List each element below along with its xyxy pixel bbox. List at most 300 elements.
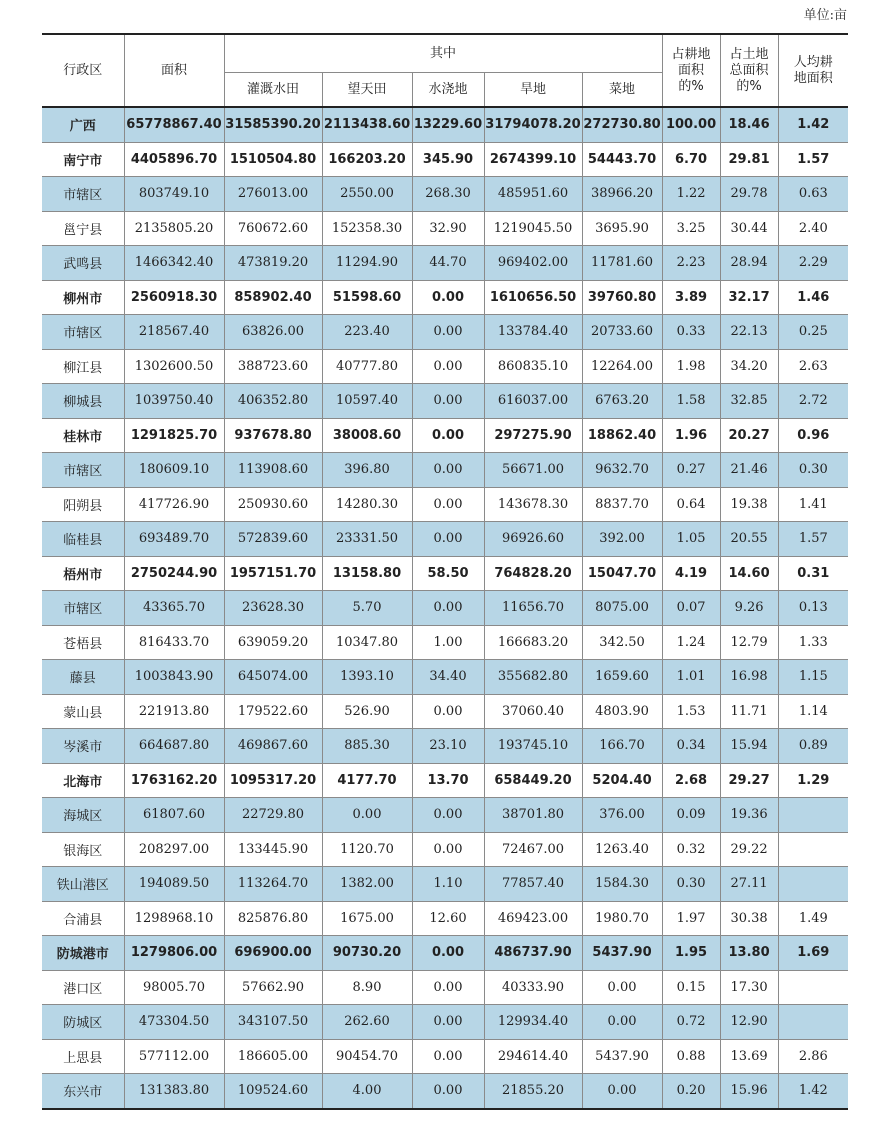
irrigated-paddy-cell: 572839.60	[224, 522, 322, 557]
table-row	[42, 453, 848, 488]
admin-cell: 银海区	[42, 832, 124, 867]
pct-cultivated-cell: 1.97	[662, 901, 720, 936]
admin-cell: 港口区	[42, 970, 124, 1005]
vegetable-land-cell: 8837.70	[582, 487, 662, 522]
irrigated-paddy-cell: 1510504.80	[224, 142, 322, 177]
vegetable-land-cell: 11781.60	[582, 246, 662, 281]
pct-land-cell: 22.13	[720, 315, 778, 350]
area-cell: 803749.10	[124, 177, 224, 212]
pct-land-cell: 28.94	[720, 246, 778, 281]
pct-land-cell: 29.27	[720, 763, 778, 798]
vegetable-land-cell: 9632.70	[582, 453, 662, 488]
irrigated-land-cell: 1.00	[412, 625, 484, 660]
dry-land-cell: 133784.40	[484, 315, 582, 350]
irrigated-land-cell: 0.00	[412, 315, 484, 350]
admin-cell: 邕宁县	[42, 211, 124, 246]
dry-land-cell: 469423.00	[484, 901, 582, 936]
admin-cell: 市辖区	[42, 315, 124, 350]
table-row	[42, 936, 848, 971]
table-row	[42, 694, 848, 729]
area-cell: 1279806.00	[124, 936, 224, 971]
pct-cultivated-cell: 0.72	[662, 1005, 720, 1040]
pct-cultivated-cell: 1.95	[662, 936, 720, 971]
area-cell: 2135805.20	[124, 211, 224, 246]
pct-land-cell: 12.79	[720, 625, 778, 660]
area-cell: 218567.40	[124, 315, 224, 350]
pct-cultivated-cell: 0.32	[662, 832, 720, 867]
irrigated-land-cell: 0.00	[412, 1005, 484, 1040]
irrigated-paddy-cell: 250930.60	[224, 487, 322, 522]
table-row	[42, 763, 848, 798]
vegetable-land-cell: 5437.90	[582, 936, 662, 971]
irrigated-land-cell: 0.00	[412, 487, 484, 522]
area-cell: 61807.60	[124, 798, 224, 833]
table-row	[42, 418, 848, 453]
dry-land-cell: 616037.00	[484, 384, 582, 419]
vegetable-land-cell: 20733.60	[582, 315, 662, 350]
pct-land-cell: 27.11	[720, 867, 778, 902]
area-cell: 2560918.30	[124, 280, 224, 315]
area-cell: 65778867.40	[124, 107, 224, 142]
irrigated-land-cell: 58.50	[412, 556, 484, 591]
pct-cultivated-cell: 0.27	[662, 453, 720, 488]
admin-cell: 海城区	[42, 798, 124, 833]
irrigated-paddy-cell: 186605.00	[224, 1039, 322, 1074]
rainfed-paddy-cell: 2113438.60	[322, 107, 412, 142]
rainfed-paddy-cell: 4.00	[322, 1074, 412, 1109]
pct-land-cell: 19.36	[720, 798, 778, 833]
area-cell: 131383.80	[124, 1074, 224, 1109]
table-row	[42, 798, 848, 833]
rainfed-paddy-cell: 396.80	[322, 453, 412, 488]
table-row	[42, 487, 848, 522]
vegetable-land-cell: 0.00	[582, 1074, 662, 1109]
irrigated-paddy-cell: 1957151.70	[224, 556, 322, 591]
pct-land-cell: 29.81	[720, 142, 778, 177]
dry-land-cell: 764828.20	[484, 556, 582, 591]
pct-cultivated-cell: 0.64	[662, 487, 720, 522]
irrigated-paddy-cell: 469867.60	[224, 729, 322, 764]
pct-cultivated-cell: 1.98	[662, 349, 720, 384]
pct-land-cell: 30.38	[720, 901, 778, 936]
irrigated-paddy-cell: 388723.60	[224, 349, 322, 384]
dry-land-cell: 1610656.50	[484, 280, 582, 315]
vegetable-land-cell: 1659.60	[582, 660, 662, 695]
vegetable-land-cell: 376.00	[582, 798, 662, 833]
table-row	[42, 1005, 848, 1040]
table-row	[42, 211, 848, 246]
rainfed-paddy-cell: 0.00	[322, 798, 412, 833]
table-row	[42, 315, 848, 350]
pct-land-cell: 21.46	[720, 453, 778, 488]
per-capita-cell: 1.42	[778, 107, 848, 142]
pct-cultivated-cell: 1.05	[662, 522, 720, 557]
area-cell: 816433.70	[124, 625, 224, 660]
admin-cell: 梧州市	[42, 556, 124, 591]
per-capita-cell	[778, 798, 848, 833]
pct-land-cell: 13.69	[720, 1039, 778, 1074]
header-pct-cultivated: 占耕地面积的%	[662, 34, 720, 107]
irrigated-land-cell: 0.00	[412, 418, 484, 453]
rainfed-paddy-cell: 1120.70	[322, 832, 412, 867]
dry-land-cell: 485951.60	[484, 177, 582, 212]
pct-cultivated-cell: 1.53	[662, 694, 720, 729]
irrigated-paddy-cell: 1095317.20	[224, 763, 322, 798]
per-capita-cell: 1.46	[778, 280, 848, 315]
per-capita-cell: 1.33	[778, 625, 848, 660]
dry-land-cell: 193745.10	[484, 729, 582, 764]
per-capita-cell: 1.57	[778, 522, 848, 557]
header-irrigated-paddy: 灌溉水田	[224, 73, 322, 108]
irrigated-land-cell: 0.00	[412, 936, 484, 971]
vegetable-land-cell: 342.50	[582, 625, 662, 660]
pct-cultivated-cell: 2.68	[662, 763, 720, 798]
per-capita-cell: 1.15	[778, 660, 848, 695]
per-capita-cell: 0.25	[778, 315, 848, 350]
dry-land-cell: 166683.20	[484, 625, 582, 660]
area-cell: 417726.90	[124, 487, 224, 522]
admin-cell: 武鸣县	[42, 246, 124, 281]
vegetable-land-cell: 392.00	[582, 522, 662, 557]
pct-cultivated-cell: 100.00	[662, 107, 720, 142]
vegetable-land-cell: 6763.20	[582, 384, 662, 419]
irrigated-land-cell: 0.00	[412, 694, 484, 729]
irrigated-paddy-cell: 406352.80	[224, 384, 322, 419]
rainfed-paddy-cell: 14280.30	[322, 487, 412, 522]
header-pct-land: 占土地总面积的%	[720, 34, 778, 107]
vegetable-land-cell: 4803.90	[582, 694, 662, 729]
per-capita-cell: 1.41	[778, 487, 848, 522]
dry-land-cell: 40333.90	[484, 970, 582, 1005]
per-capita-cell: 0.89	[778, 729, 848, 764]
table-row	[42, 625, 848, 660]
table-row	[42, 246, 848, 281]
irrigated-land-cell: 268.30	[412, 177, 484, 212]
table-body	[42, 107, 848, 1109]
rainfed-paddy-cell: 40777.80	[322, 349, 412, 384]
irrigated-land-cell: 34.40	[412, 660, 484, 695]
per-capita-cell: 2.29	[778, 246, 848, 281]
farmland-table	[42, 33, 848, 1110]
area-cell: 1302600.50	[124, 349, 224, 384]
irrigated-paddy-cell: 113264.70	[224, 867, 322, 902]
vegetable-land-cell: 5437.90	[582, 1039, 662, 1074]
dry-land-cell: 31794078.20	[484, 107, 582, 142]
irrigated-paddy-cell: 63826.00	[224, 315, 322, 350]
table-row	[42, 832, 848, 867]
admin-cell: 藤县	[42, 660, 124, 695]
area-cell: 43365.70	[124, 591, 224, 626]
vegetable-land-cell: 38966.20	[582, 177, 662, 212]
header-admin: 行政区	[42, 34, 124, 107]
vegetable-land-cell: 1980.70	[582, 901, 662, 936]
admin-cell: 临桂县	[42, 522, 124, 557]
irrigated-land-cell: 13229.60	[412, 107, 484, 142]
admin-cell: 铁山港区	[42, 867, 124, 902]
pct-cultivated-cell: 0.09	[662, 798, 720, 833]
rainfed-paddy-cell: 223.40	[322, 315, 412, 350]
irrigated-paddy-cell: 57662.90	[224, 970, 322, 1005]
pct-cultivated-cell: 1.01	[662, 660, 720, 695]
per-capita-cell: 2.40	[778, 211, 848, 246]
rainfed-paddy-cell: 262.60	[322, 1005, 412, 1040]
per-capita-cell: 0.13	[778, 591, 848, 626]
per-capita-cell: 0.31	[778, 556, 848, 591]
rainfed-paddy-cell: 38008.60	[322, 418, 412, 453]
vegetable-land-cell: 1263.40	[582, 832, 662, 867]
pct-land-cell: 9.26	[720, 591, 778, 626]
vegetable-land-cell: 15047.70	[582, 556, 662, 591]
per-capita-cell: 2.72	[778, 384, 848, 419]
pct-land-cell: 15.94	[720, 729, 778, 764]
dry-land-cell: 486737.90	[484, 936, 582, 971]
header-dry-land: 旱地	[484, 73, 582, 108]
dry-land-cell: 11656.70	[484, 591, 582, 626]
irrigated-land-cell: 1.10	[412, 867, 484, 902]
irrigated-land-cell: 12.60	[412, 901, 484, 936]
area-cell: 577112.00	[124, 1039, 224, 1074]
pct-cultivated-cell: 0.07	[662, 591, 720, 626]
dry-land-cell: 294614.40	[484, 1039, 582, 1074]
admin-cell: 蒙山县	[42, 694, 124, 729]
table-row	[42, 107, 848, 142]
vegetable-land-cell: 272730.80	[582, 107, 662, 142]
admin-cell: 合浦县	[42, 901, 124, 936]
rainfed-paddy-cell: 5.70	[322, 591, 412, 626]
rainfed-paddy-cell: 10597.40	[322, 384, 412, 419]
rainfed-paddy-cell: 526.90	[322, 694, 412, 729]
admin-cell: 防城区	[42, 1005, 124, 1040]
per-capita-cell: 2.63	[778, 349, 848, 384]
area-cell: 208297.00	[124, 832, 224, 867]
irrigated-land-cell: 0.00	[412, 522, 484, 557]
irrigated-paddy-cell: 343107.50	[224, 1005, 322, 1040]
rainfed-paddy-cell: 90454.70	[322, 1039, 412, 1074]
table-row	[42, 1039, 848, 1074]
table-header	[42, 34, 848, 107]
per-capita-cell: 1.69	[778, 936, 848, 971]
pct-land-cell: 14.60	[720, 556, 778, 591]
area-cell: 1466342.40	[124, 246, 224, 281]
dry-land-cell: 297275.90	[484, 418, 582, 453]
per-capita-cell	[778, 832, 848, 867]
table-row	[42, 901, 848, 936]
dry-land-cell: 2674399.10	[484, 142, 582, 177]
admin-cell: 防城港市	[42, 936, 124, 971]
pct-cultivated-cell: 4.19	[662, 556, 720, 591]
irrigated-paddy-cell: 133445.90	[224, 832, 322, 867]
rainfed-paddy-cell: 11294.90	[322, 246, 412, 281]
irrigated-land-cell: 0.00	[412, 832, 484, 867]
admin-cell: 岑溪市	[42, 729, 124, 764]
dry-land-cell: 77857.40	[484, 867, 582, 902]
per-capita-cell	[778, 867, 848, 902]
admin-cell: 柳江县	[42, 349, 124, 384]
irrigated-paddy-cell: 645074.00	[224, 660, 322, 695]
irrigated-paddy-cell: 473819.20	[224, 246, 322, 281]
dry-land-cell: 355682.80	[484, 660, 582, 695]
admin-cell: 苍梧县	[42, 625, 124, 660]
area-cell: 1039750.40	[124, 384, 224, 419]
irrigated-paddy-cell: 31585390.20	[224, 107, 322, 142]
dry-land-cell: 37060.40	[484, 694, 582, 729]
rainfed-paddy-cell: 10347.80	[322, 625, 412, 660]
pct-land-cell: 12.90	[720, 1005, 778, 1040]
pct-land-cell: 20.55	[720, 522, 778, 557]
dry-land-cell: 21855.20	[484, 1074, 582, 1109]
pct-land-cell: 29.22	[720, 832, 778, 867]
dry-land-cell: 658449.20	[484, 763, 582, 798]
pct-cultivated-cell: 0.15	[662, 970, 720, 1005]
pct-cultivated-cell: 1.24	[662, 625, 720, 660]
vegetable-land-cell: 54443.70	[582, 142, 662, 177]
pct-cultivated-cell: 1.96	[662, 418, 720, 453]
header-irrigated-land: 水浇地	[412, 73, 484, 108]
irrigated-paddy-cell: 760672.60	[224, 211, 322, 246]
pct-land-cell: 16.98	[720, 660, 778, 695]
table-row	[42, 522, 848, 557]
irrigated-land-cell: 0.00	[412, 970, 484, 1005]
per-capita-cell	[778, 970, 848, 1005]
admin-cell: 东兴市	[42, 1074, 124, 1109]
admin-cell: 北海市	[42, 763, 124, 798]
pct-land-cell: 13.80	[720, 936, 778, 971]
table-row	[42, 177, 848, 212]
area-cell: 664687.80	[124, 729, 224, 764]
irrigated-land-cell: 0.00	[412, 1039, 484, 1074]
table-row	[42, 970, 848, 1005]
area-cell: 98005.70	[124, 970, 224, 1005]
rainfed-paddy-cell: 2550.00	[322, 177, 412, 212]
vegetable-land-cell: 1584.30	[582, 867, 662, 902]
admin-cell: 广西	[42, 107, 124, 142]
per-capita-cell: 0.63	[778, 177, 848, 212]
irrigated-land-cell: 0.00	[412, 349, 484, 384]
pct-land-cell: 15.96	[720, 1074, 778, 1109]
table-row	[42, 729, 848, 764]
pct-cultivated-cell: 0.34	[662, 729, 720, 764]
table-row	[42, 556, 848, 591]
area-cell: 180609.10	[124, 453, 224, 488]
irrigated-land-cell: 345.90	[412, 142, 484, 177]
irrigated-paddy-cell: 276013.00	[224, 177, 322, 212]
rainfed-paddy-cell: 51598.60	[322, 280, 412, 315]
irrigated-land-cell: 32.90	[412, 211, 484, 246]
admin-cell: 南宁市	[42, 142, 124, 177]
area-cell: 1291825.70	[124, 418, 224, 453]
rainfed-paddy-cell: 885.30	[322, 729, 412, 764]
irrigated-paddy-cell: 937678.80	[224, 418, 322, 453]
irrigated-land-cell: 0.00	[412, 453, 484, 488]
rainfed-paddy-cell: 166203.20	[322, 142, 412, 177]
rainfed-paddy-cell: 13158.80	[322, 556, 412, 591]
per-capita-cell: 1.14	[778, 694, 848, 729]
per-capita-cell: 2.86	[778, 1039, 848, 1074]
rainfed-paddy-cell: 1382.00	[322, 867, 412, 902]
header-among: 其中	[224, 34, 662, 73]
rainfed-paddy-cell: 90730.20	[322, 936, 412, 971]
pct-cultivated-cell: 3.89	[662, 280, 720, 315]
rainfed-paddy-cell: 152358.30	[322, 211, 412, 246]
table-row	[42, 142, 848, 177]
per-capita-cell	[778, 1005, 848, 1040]
pct-land-cell: 20.27	[720, 418, 778, 453]
pct-cultivated-cell: 0.88	[662, 1039, 720, 1074]
irrigated-land-cell: 23.10	[412, 729, 484, 764]
dry-land-cell: 38701.80	[484, 798, 582, 833]
irrigated-paddy-cell: 109524.60	[224, 1074, 322, 1109]
admin-cell: 柳城县	[42, 384, 124, 419]
irrigated-land-cell: 13.70	[412, 763, 484, 798]
dry-land-cell: 72467.00	[484, 832, 582, 867]
rainfed-paddy-cell: 1393.10	[322, 660, 412, 695]
irrigated-paddy-cell: 825876.80	[224, 901, 322, 936]
vegetable-land-cell: 8075.00	[582, 591, 662, 626]
vegetable-land-cell: 12264.00	[582, 349, 662, 384]
irrigated-land-cell: 0.00	[412, 384, 484, 419]
dry-land-cell: 96926.60	[484, 522, 582, 557]
rainfed-paddy-cell: 1675.00	[322, 901, 412, 936]
pct-land-cell: 18.46	[720, 107, 778, 142]
irrigated-paddy-cell: 858902.40	[224, 280, 322, 315]
vegetable-land-cell: 166.70	[582, 729, 662, 764]
irrigated-land-cell: 0.00	[412, 1074, 484, 1109]
pct-land-cell: 19.38	[720, 487, 778, 522]
per-capita-cell: 0.30	[778, 453, 848, 488]
pct-land-cell: 17.30	[720, 970, 778, 1005]
rainfed-paddy-cell: 8.90	[322, 970, 412, 1005]
admin-cell: 上思县	[42, 1039, 124, 1074]
irrigated-land-cell: 44.70	[412, 246, 484, 281]
irrigated-land-cell: 0.00	[412, 591, 484, 626]
pct-cultivated-cell: 2.23	[662, 246, 720, 281]
pct-land-cell: 30.44	[720, 211, 778, 246]
dry-land-cell: 56671.00	[484, 453, 582, 488]
dry-land-cell: 969402.00	[484, 246, 582, 281]
vegetable-land-cell: 3695.90	[582, 211, 662, 246]
area-cell: 1298968.10	[124, 901, 224, 936]
pct-land-cell: 11.71	[720, 694, 778, 729]
pct-land-cell: 34.20	[720, 349, 778, 384]
area-cell: 2750244.90	[124, 556, 224, 591]
per-capita-cell: 1.57	[778, 142, 848, 177]
per-capita-cell: 1.49	[778, 901, 848, 936]
area-cell: 4405896.70	[124, 142, 224, 177]
irrigated-paddy-cell: 639059.20	[224, 625, 322, 660]
irrigated-land-cell: 0.00	[412, 280, 484, 315]
vegetable-land-cell: 5204.40	[582, 763, 662, 798]
per-capita-cell: 1.42	[778, 1074, 848, 1109]
area-cell: 1763162.20	[124, 763, 224, 798]
irrigated-paddy-cell: 22729.80	[224, 798, 322, 833]
table-row	[42, 867, 848, 902]
admin-cell: 市辖区	[42, 177, 124, 212]
irrigated-paddy-cell: 179522.60	[224, 694, 322, 729]
vegetable-land-cell: 39760.80	[582, 280, 662, 315]
area-cell: 1003843.90	[124, 660, 224, 695]
per-capita-cell: 0.96	[778, 418, 848, 453]
irrigated-paddy-cell: 113908.60	[224, 453, 322, 488]
admin-cell: 桂林市	[42, 418, 124, 453]
header-per-capita: 人均耕地面积	[778, 34, 848, 107]
irrigated-land-cell: 0.00	[412, 798, 484, 833]
admin-cell: 市辖区	[42, 591, 124, 626]
admin-cell: 柳州市	[42, 280, 124, 315]
pct-cultivated-cell: 0.33	[662, 315, 720, 350]
pct-cultivated-cell: 3.25	[662, 211, 720, 246]
pct-cultivated-cell: 1.22	[662, 177, 720, 212]
pct-cultivated-cell: 0.30	[662, 867, 720, 902]
